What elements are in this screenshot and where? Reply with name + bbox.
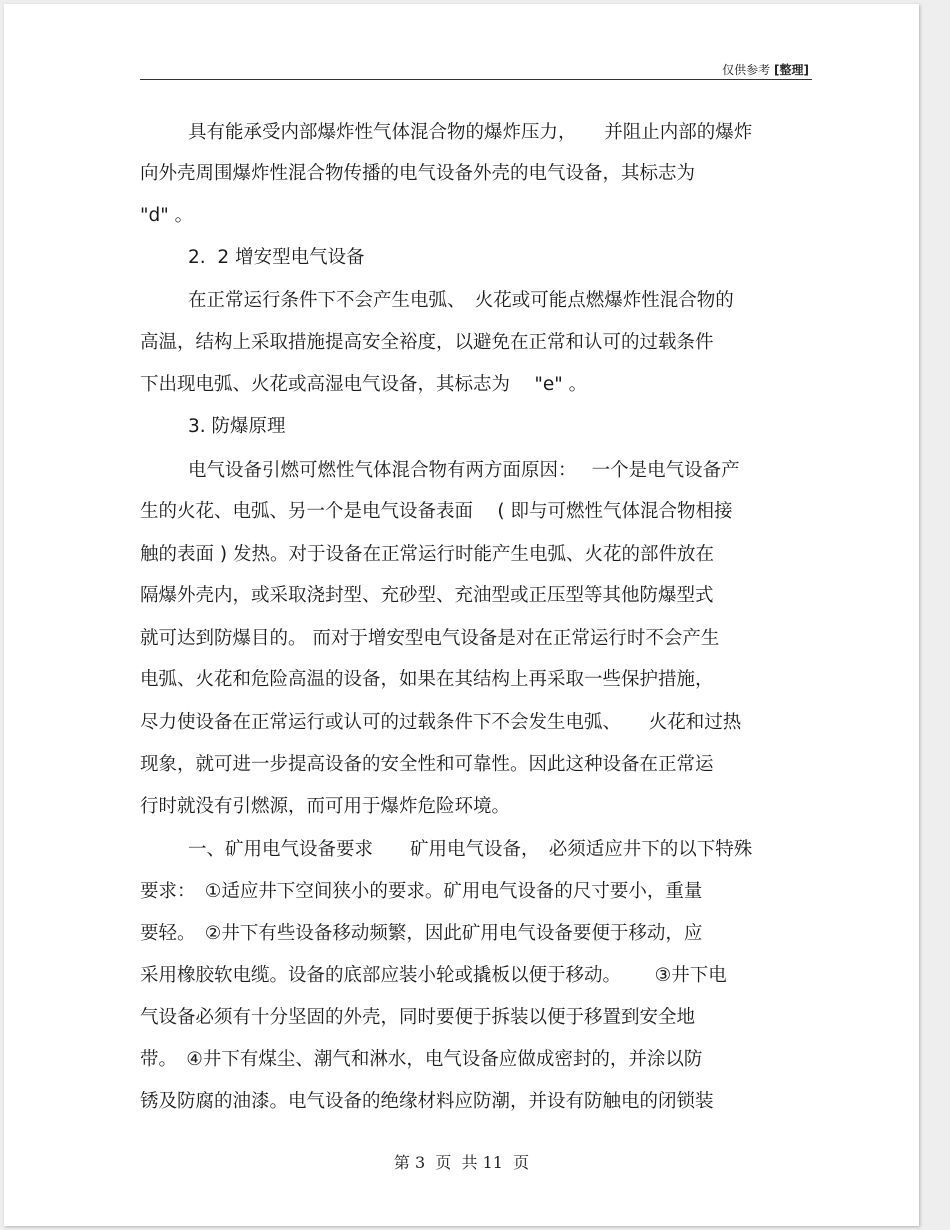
- page-header: [722, 61, 809, 78]
- text-line: 电气设备引燃可燃性气体混合物有两方面原因： 一个是电气设备产: [188, 460, 740, 481]
- text-line: 气设备必须有十分坚固的外壳，同时要便于拆装以便于移置到安全地: [140, 1007, 696, 1028]
- header-note: 仅供参考: [722, 63, 771, 77]
- text-line: 高温，结构上采取措施提高安全裕度，以避免在正常和认可的过载条件: [140, 332, 714, 353]
- text-line: 向外壳周围爆炸性混合物传播的电气设备外壳的电气设备，其标志为: [140, 163, 696, 184]
- text-line: 生的火花、电弧、另一个是电气设备表面 ( 即与可燃性气体混合物相接: [140, 501, 733, 522]
- text-line: 锈及防腐的油漆。电气设备的绝缘材料应防潮，并设有防触电的闭锁装: [140, 1091, 714, 1112]
- text-line: 一、矿用电气设备要求 矿用电气设备， 必须适应井下的以下特殊: [188, 839, 753, 860]
- text-line: 行时就没有引燃源，而可用于爆炸危险环境。: [140, 796, 511, 817]
- header-tag: [整理]: [774, 63, 809, 77]
- text-line: "d" 。: [140, 205, 194, 226]
- section-heading: 2. 2 增安型电气设备: [188, 247, 365, 268]
- text-line: 采用橡胶软电缆。设备的底部应装小轮或撬板以便于移动。 ③井下电: [140, 965, 727, 986]
- text-line: 要求： ①适应井下空间狭小的要求。矿用电气设备的尺寸要小，重量: [140, 881, 703, 902]
- section-heading: 3. 防爆原理: [188, 416, 286, 437]
- text-line: 电弧、火花和危险高温的设备，如果在其结构上再采取一些保护措施，: [140, 669, 714, 690]
- header-rule: [140, 79, 812, 80]
- text-line: 下出现电弧、火花或高湿电气设备，其标志为 "e" 。: [140, 374, 588, 395]
- text-line: 在正常运行条件下不会产生电弧、 火花或可能点燃爆炸性混合物的: [188, 290, 734, 311]
- page-footer: 第 3 页 共 11 页: [393, 1153, 530, 1172]
- text-line: 具有能承受内部爆炸性气体混合物的爆炸压力， 并阻止内部的爆炸: [188, 122, 753, 143]
- text-line: 现象，就可进一步提高设备的安全性和可靠性。因此这种设备在正常运: [140, 754, 714, 775]
- text-line: 要轻。 ②井下有些设备移动频繁，因此矿用电气设备要便于移动，应: [140, 923, 703, 944]
- text-line: 隔爆外壳内，或采取浇封型、充砂型、充油型或正压型等其他防爆型式: [140, 585, 714, 606]
- text-line: 尽力使设备在正常运行或认可的过载条件下不会发生电弧、 火花和过热: [140, 712, 742, 733]
- text-line: 就可达到防爆目的。 而对于增安型电气设备是对在正常运行时不会产生: [140, 628, 720, 649]
- text-line: 带。 ④井下有煤尘、潮气和淋水，电气设备应做成密封的，并涂以防: [140, 1049, 703, 1070]
- text-line: 触的表面 ) 发热。对于设备在正常运行时能产生电弧、火花的部件放在: [140, 544, 714, 565]
- document-page: [4, 4, 919, 1226]
